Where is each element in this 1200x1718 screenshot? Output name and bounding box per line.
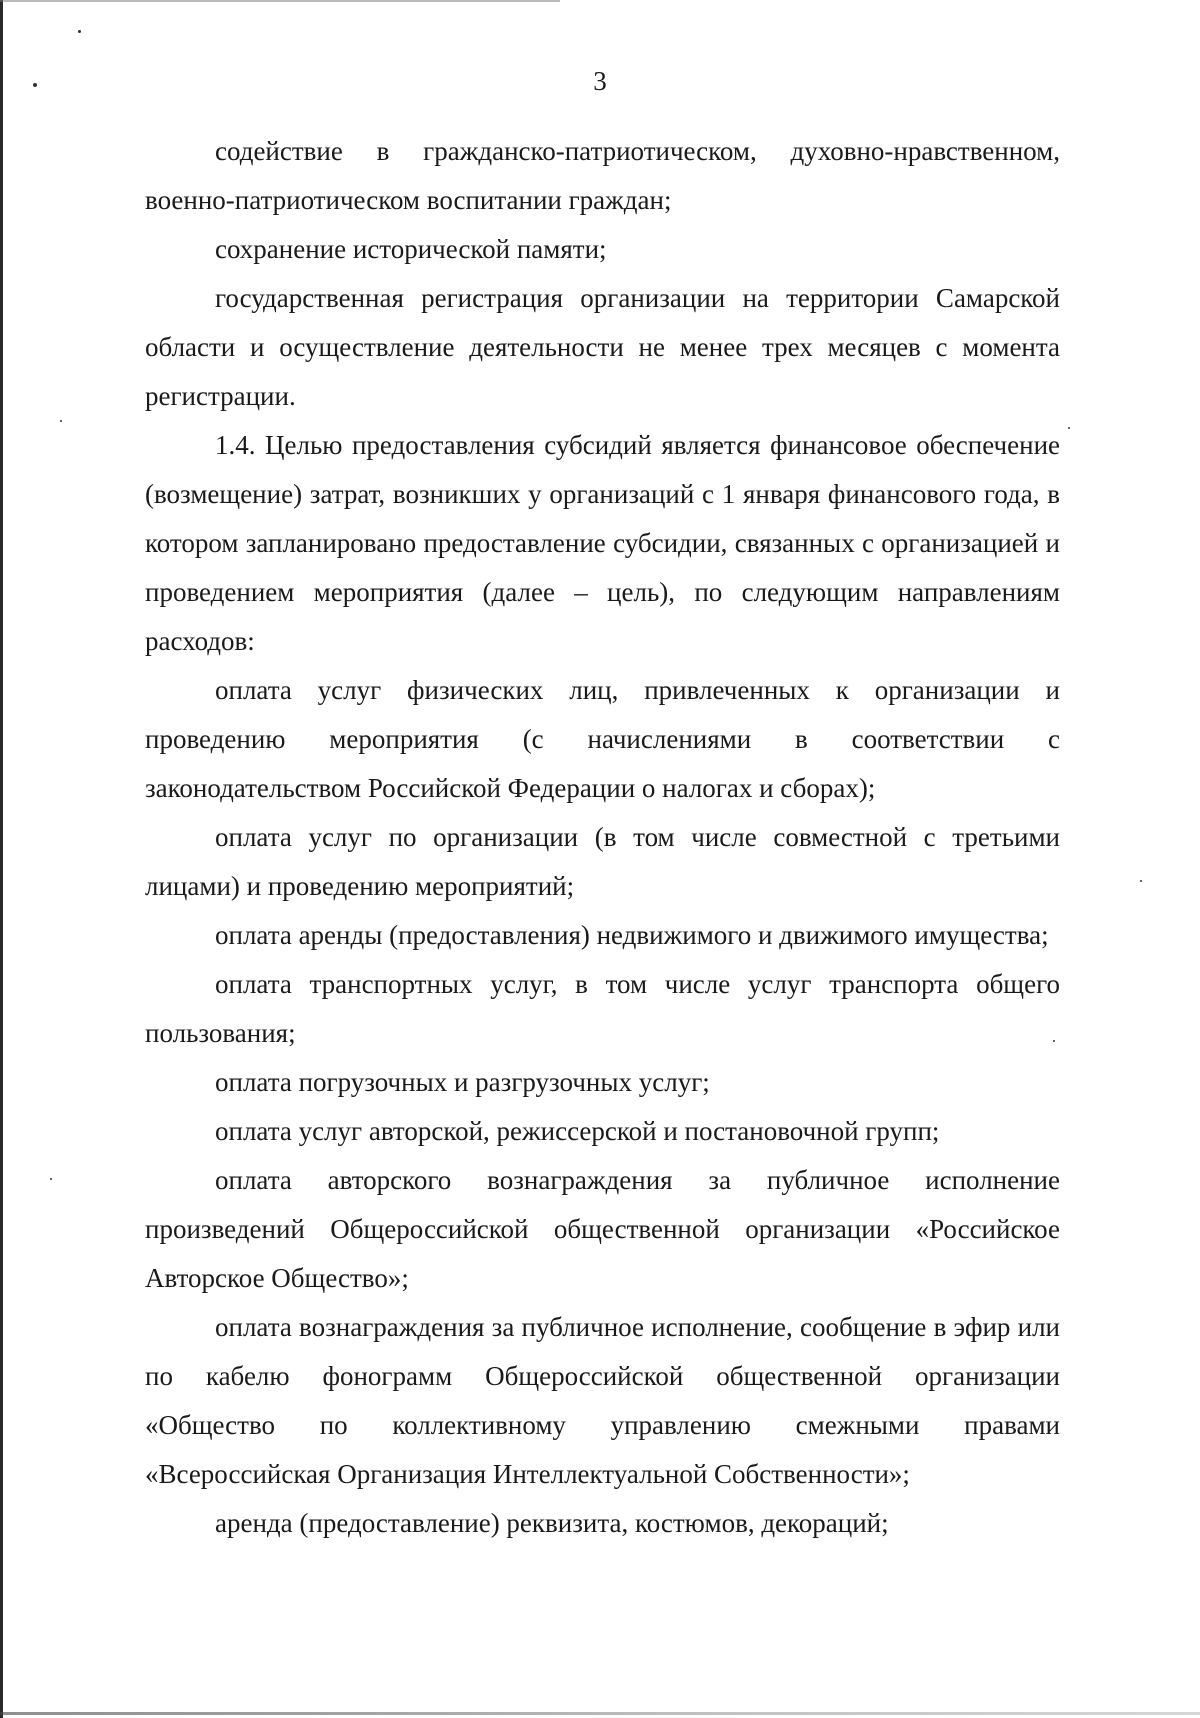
paragraph: 1.4. Целью предоставления субсидий является финансовое обеспечение (возмещение) затрат, возникших у организаций с 1 января финансового года, в котором запланировано предоставление субсидии, связанных с организацией и проведением мероприятия (далее – цель), по следующим направлениям расходов: [145,430,1060,656]
paragraph: оплата услуг по организации (в том числе совместной с третьими лицами) и проведению мероприятий; [145,822,1060,901]
scan-speck [78,30,81,33]
paragraph: оплата авторского вознаграждения за публичное исполнение произведений Общероссийской общественной организации «Российское Авторское Общество»; [145,1165,1060,1293]
paragraph: оплата услуг авторской, режиссерской и постановочной групп; [215,1116,940,1146]
paragraph: сохранение исторической памяти; [215,234,607,264]
scan-speck [1068,427,1070,429]
scan-speck [60,420,62,422]
paragraph: оплата вознаграждения за публичное исполнение, сообщение в эфир или по кабелю фонограмм Общероссийской общественной организации «Общество по коллективному управлению смежными правами «Всероссийская Организация Интеллектуальной Собственности»; [145,1312,1060,1489]
document-body [145,127,1060,1548]
paragraph: оплата погрузочных и разгрузочных услуг; [215,1067,710,1097]
paragraph: содействие в гражданско-патриотическом, духовно-нравственном, военно-патриотическом воспитании граждан; [145,136,1060,215]
scan-bottom-edge [0,1712,1200,1715]
paragraph: оплата транспортных услуг, в том числе услуг транспорта общего пользования; [145,969,1060,1048]
paragraph: аренда (предоставление) реквизита, костюмов, декораций; [215,1508,889,1538]
paragraph: оплата услуг физических лиц, привлеченных к организации и проведению мероприятия (с начислениями в соответствии с законодательством Российской Федерации о налогах и сборах); [145,675,1060,803]
paragraph: оплата аренды (предоставления) недвижимого и движимого имущества; [215,920,1049,950]
scan-top-edge [0,0,560,2]
scan-speck [1140,880,1142,882]
paragraph: государственная регистрация организации на территории Самарской области и осуществление деятельности не менее трех месяцев с момента регистрации. [145,283,1060,411]
scan-left-edge [0,0,3,1718]
page-number: 3 [593,66,607,96]
scan-speck [50,1178,52,1180]
